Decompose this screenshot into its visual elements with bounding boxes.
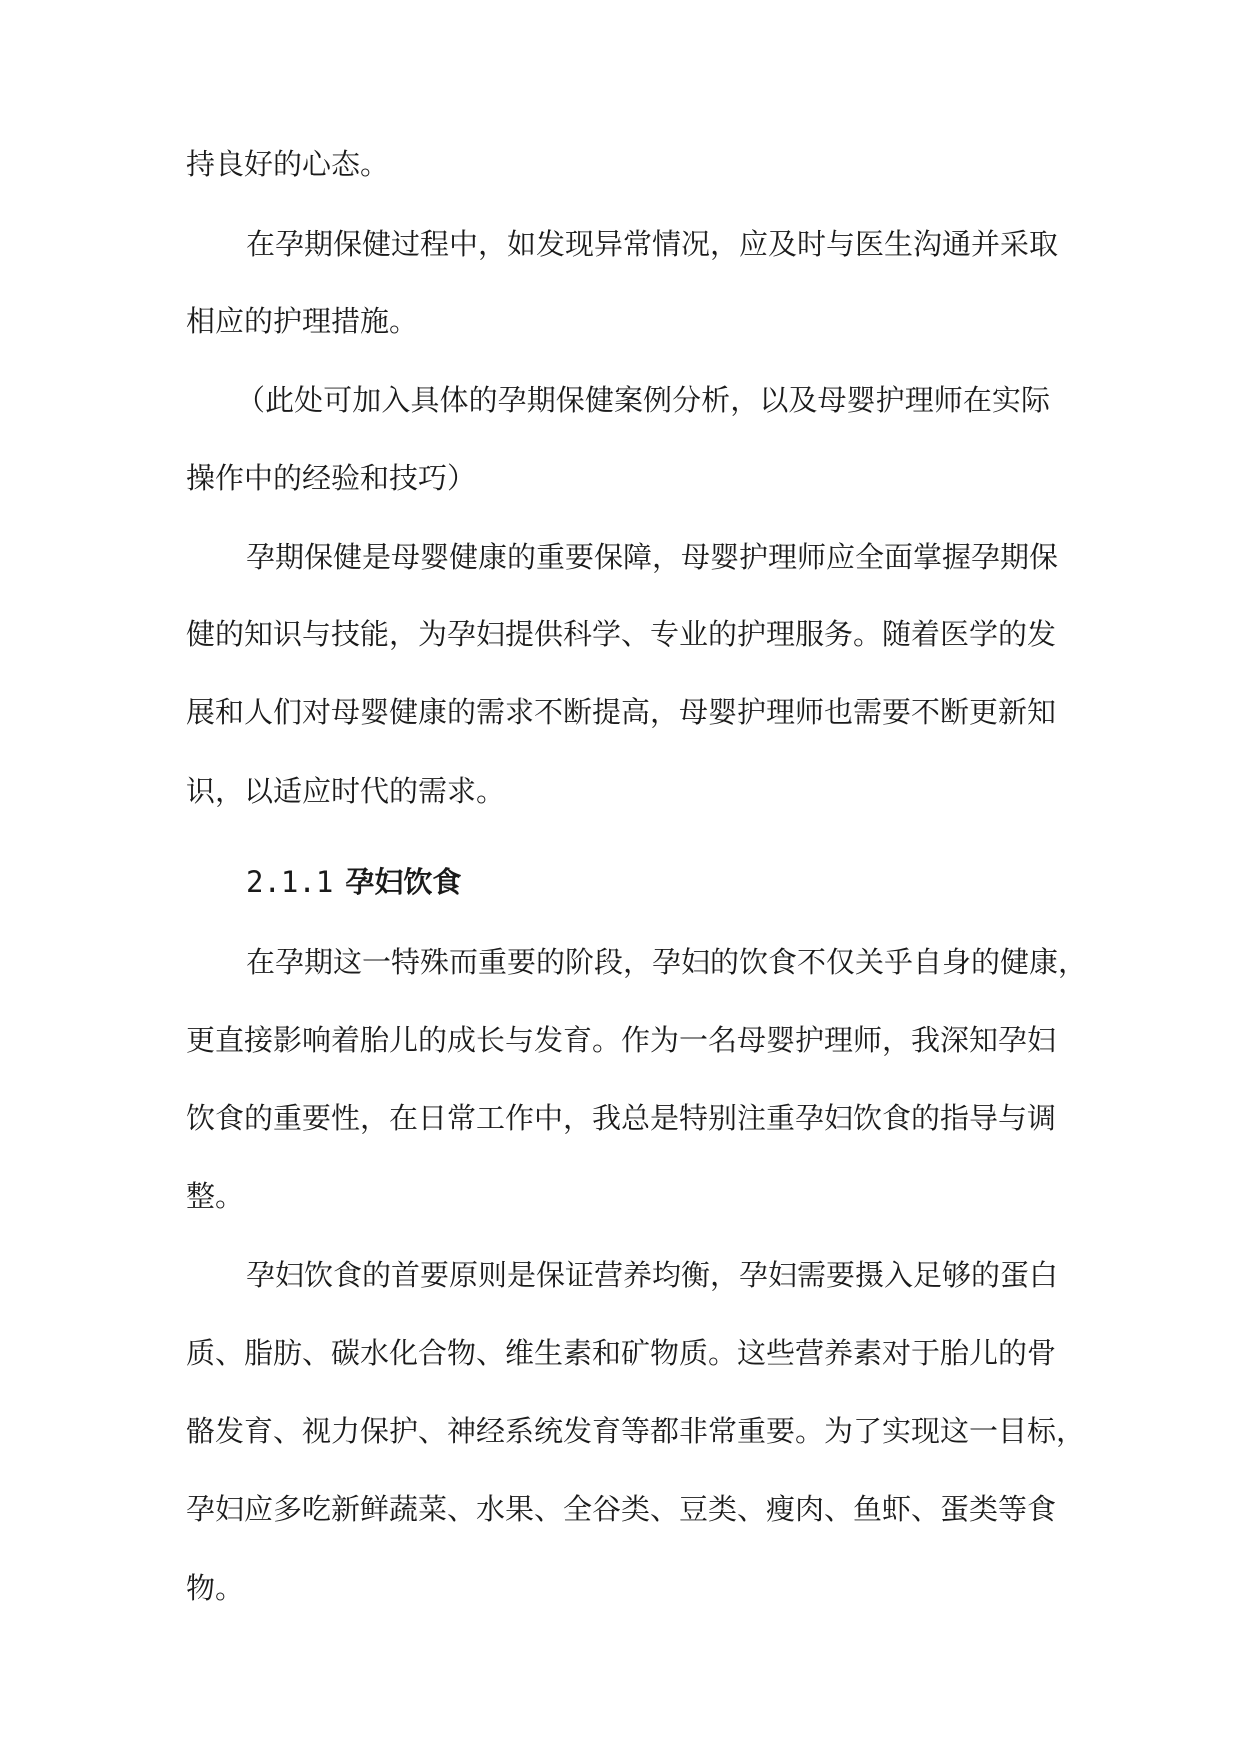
text-line: 饮食的重要性，在日常工作中，我总是特别注重孕妇饮食的指导与调 [186, 1101, 1057, 1135]
text-line: 孕妇应多吃新鲜蔬菜、水果、全谷类、豆类、瘦肉、鱼虾、蛋类等食 [186, 1492, 1057, 1526]
text-line: 识，以适应时代的需求。 [186, 774, 506, 808]
section-heading [246, 864, 461, 900]
text-line: 骼发育、视力保护、神经系统发育等都非常重要。为了实现这一目标， [186, 1414, 1086, 1448]
text-line: 孕妇饮食的首要原则是保证营养均衡，孕妇需要摄入足够的蛋白 [246, 1258, 1059, 1292]
text-line: 在孕期这一特殊而重要的阶段，孕妇的饮食不仅关乎自身的健康， [246, 945, 1088, 979]
text-line: 展和人们对母婴健康的需求不断提高，母婴护理师也需要不断更新知 [186, 695, 1057, 729]
text-line: 健的知识与技能，为孕妇提供科学、专业的护理服务。随着医学的发 [186, 617, 1057, 651]
section-title: 孕妇饮食 [345, 865, 462, 899]
text-line: 物。 [186, 1571, 245, 1605]
section-number: 2.1.1 [246, 865, 334, 899]
text-line: 更直接影响着胎儿的成长与发育。作为一名母婴护理师，我深知孕妇 [186, 1023, 1057, 1057]
text-line: 操作中的经验和技巧） [186, 461, 477, 495]
text-line: 相应的护理措施。 [186, 304, 419, 338]
text-line: 整。 [186, 1179, 245, 1213]
text-line: 质、脂肪、碳水化合物、维生素和矿物质。这些营养素对于胎儿的骨 [186, 1336, 1057, 1370]
text-line: 持良好的心态。 [186, 147, 390, 181]
text-line: 孕期保健是母婴健康的重要保障，母婴护理师应全面掌握孕期保 [246, 540, 1059, 574]
text-line: （此处可加入具体的孕期保健案例分析，以及母婴护理师在实际 [236, 383, 1050, 417]
text-line: 在孕期保健过程中，如发现异常情况，应及时与医生沟通并采取 [246, 227, 1059, 261]
